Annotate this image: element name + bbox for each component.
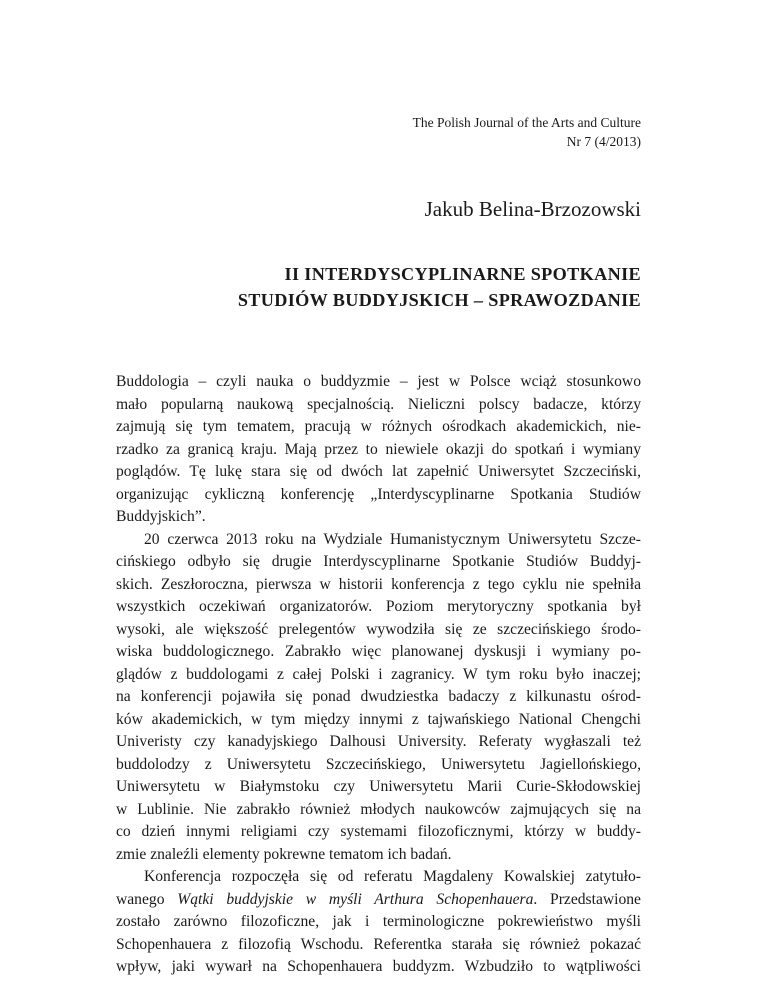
body-line: poglądów. Tę lukę stara się od dwóch lat zapełnić Uniwersytet Szczeciński, xyxy=(116,463,641,480)
body-line: rzadko za granicą kraju. Mają przez to niewiele okazji do spotkań i wymiany xyxy=(116,440,641,458)
journal-name: The Polish Journal of the Arts and Culture xyxy=(412,115,641,130)
body-line: wszystkich oczekiwań organizatorów. Poziom merytoryczny spotkania był xyxy=(116,598,641,615)
body-line: na konferencji pojawiła się ponad dwudziestka badaczy z kilkunastu ośrod- xyxy=(116,688,641,705)
body-line: ków akademickich, w tym między innymi z tajwańskiego National Chengchi xyxy=(116,710,641,728)
article-body xyxy=(116,371,641,979)
body-line: wysoki, ale większość prelegentów wywodziła się ze szczecińskiego środo- xyxy=(116,620,641,638)
body-line: co dzień innymi religiami czy systemami filozoficznymi, którzy w buddy- xyxy=(116,823,641,840)
body-line: mało popularną naukową specjalnością. Nieliczni polscy badacze, którzy xyxy=(116,395,641,413)
journal-issue: Nr 7 (4/2013) xyxy=(566,134,641,149)
body-line: zajmują się tym tematem, pracują w różnych ośrodkach akademickich, nie- xyxy=(116,418,641,435)
body-line: Uniwersytetu w Białymstoku czy Uniwersytetu Marii Curie-Skłodowskiej xyxy=(116,778,641,795)
body-line: wpływ, jaki wywarł na Schopenhauera buddyzm. Wzbudziło to wątpliwości xyxy=(116,958,641,975)
body-text-run: wanego xyxy=(116,890,178,908)
journal-header xyxy=(413,113,641,151)
body-line: Univeristy czy kanadyjskiego Dalhousi University. Referaty wygłaszali też xyxy=(116,733,641,750)
cited-work-title: Wątki buddyjskie w myśli Arthura Schopenhauera xyxy=(177,890,534,908)
body-line: glądów z buddologami z całej Polski i zagranicy. W tym roku było inaczej; xyxy=(116,665,641,683)
body-line: Konferencja rozpoczęła się od referatu Magdaleny Kowalskiej zatytuło- xyxy=(144,868,641,885)
body-line xyxy=(116,889,641,912)
body-line: 20 czerwca 2013 roku na Wydziale Humanistycznym Uniwersytetu Szcze- xyxy=(144,530,641,548)
body-line: skich. Zeszłoroczna, pierwsza w historii konferencja z tego cyklu nie spełniła xyxy=(116,575,641,593)
body-line: zostało zarówno filozoficzne, jak i terminologiczne pokrewieństwo myśli xyxy=(116,913,641,930)
body-line: wiska buddologicznego. Zabrakło więc planowanej dyskusji i wymiany po- xyxy=(116,643,641,660)
body-text-run: . Przedstawione xyxy=(533,890,641,908)
body-line: buddolodzy z Uniwersytetu Szczecińskiego, Uniwersytetu Jagiellońskiego, xyxy=(116,755,641,773)
article-author: Jakub Belina-Brzozowski xyxy=(424,197,641,221)
article-title xyxy=(238,261,641,313)
body-line: Buddologia – czyli nauka o buddyzmie – jest w Polsce wciąż stosunkowo xyxy=(116,373,641,390)
body-line: Buddyjskich”. xyxy=(116,508,206,525)
title-line-1: II INTERDYSCYPLINARNE SPOTKANIE xyxy=(284,264,641,284)
body-line: cińskiego odbyło się drugie Interdyscyplinarne Spotkanie Studiów Buddyj- xyxy=(116,553,641,570)
body-line: Schopenhauera z filozofią Wschodu. Referentka starała się również pokazać xyxy=(116,935,641,953)
body-line: w Lublinie. Nie zabrakło również młodych naukowców zajmujących się na xyxy=(116,800,641,818)
body-line: organizując cykliczną konferencję „Interdyscyplinarne Spotkania Studiów xyxy=(116,485,641,503)
body-line: zmie znaleźli elementy pokrewne tematom ich badań. xyxy=(116,845,452,863)
title-line-2: STUDIÓW BUDDYJSKICH – SPRAWOZDANIE xyxy=(237,290,641,310)
